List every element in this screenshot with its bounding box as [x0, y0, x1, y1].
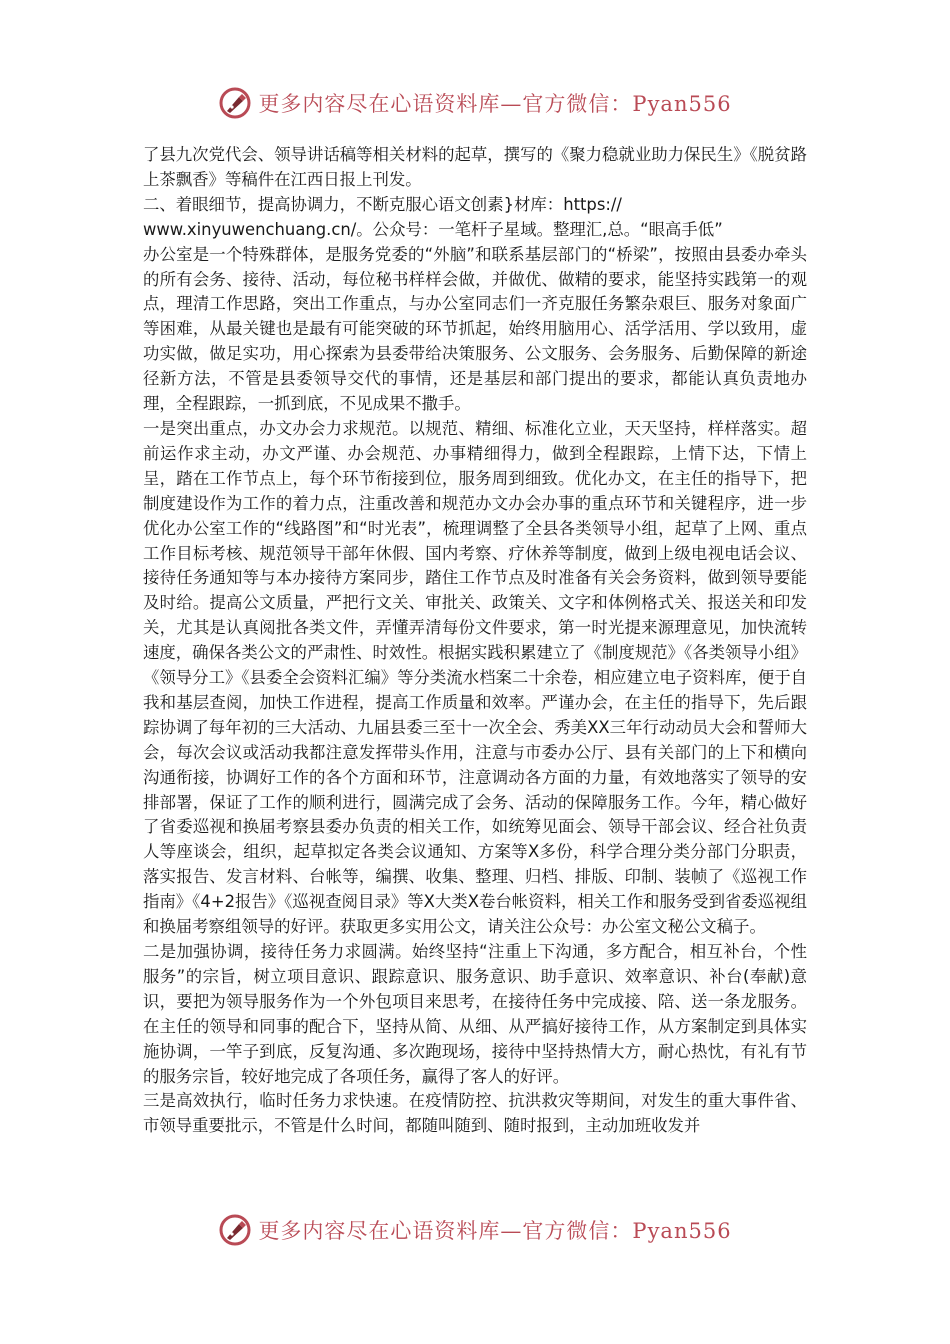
header-banner — [0, 83, 950, 123]
pen-nib-logo-icon — [218, 86, 252, 120]
document-body — [143, 143, 807, 1189]
paragraph: 二是加强协调，接待任务力求圆满。始终坚持“注重上下沟通，多方配合，相互补台，个性服务”的宗旨，树立项目意识、跟踪意识、服务意识、助手意识、效率意识、补台(奉献)意识，要把为领导服务作为一个外包项目来思考，在接待任务中完成接、陪、送一条龙服务。在主任的领导和同事的配合下，坚持从简、从细、从严搞好接待工作，从方案制定到具体实施协调，一竿子到底，反复沟通、多次跑现场，接待中坚持热情大方，耐心热忱，有礼有节的服务宗旨，较好地完成了各项任务，赢得了客人的好评。 — [143, 942, 807, 1086]
paragraph: 办公室是一个特殊群体，是服务党委的“外脑”和联系基层部门的“桥梁”，按照由县委办牵头的所有会务、接待、活动，每位秘书样样会做，并做优、做精的要求，能坚持实践第一的观点，理清工作思路，突出工作重点，与办公室同志们一齐克服任务繁杂艰巨、服务对象面广等困难，从最关键也是最有可能突破的环节抓起，始终用脑用心、活学活用、学以致用，虚功实做，做足实功，用心探索为县委带给决策服务、公文服务、会务服务、后勤保障的新途径新方法，不管是县委领导交代的事情，还是基层和部门提出的要求，都能认真负责地办理，全程跟踪，一抓到底，不见成果不撒手。 — [143, 244, 807, 414]
paragraph: 了县九次党代会、领导讲话稿等相关材料的起草，撰写的《聚力稳就业助力保民生》《脱贫路上茶飘香》等稿件在江西日报上刊发。 — [143, 145, 807, 189]
pen-nib-logo-icon — [218, 1213, 252, 1247]
paragraph: 三是高效执行，临时任务力求快速。在疫情防控、抗洪救灾等期间，对发生的重大事件省、市领导重要批示，不管是什么时间，都随叫随到、随时报到，主动加班收发并 — [143, 1091, 807, 1136]
footer-banner — [0, 1210, 950, 1250]
paragraph: 二、着眼细节，提高协调力，不断克服心语文创素}材库：https:// www.xinyuwenchuang.cn/。公众号：一笔杆子星域。整理汇,总。“眼高手低” — [143, 194, 723, 239]
paragraph: 一是突出重点，办文办会力求规范。以规范、精细、标准化立业，天天坚持，样样落实。超前运作求主动，办文严谨、办会规范、办事精细得力，做到全程跟踪，上情下达，下情上呈，踏在工作节点上，每个环节衔接到位，服务周到细致。优化办文，在主任的指导下，把制度建设作为工作的着力点，注重改善和规范办文办会办事的重点环节和关键程序，进一步优化办公室工作的“线路图”和“时光表”，梳理调整了全县各类领导小组，起草了上网、重点工作目标考核、规范领导干部年休假、国内考察、疗休养等制度，做到上级电视电话会议、接待任务通知等与本办接待方案同步，踏住工作节点及时准备有关会务资料，做到领导要能及时给。提高公文质量，严把行文关、审批关、政策关、文字和体例格式关、报送关和印发关，尤其是认真阅批各类文件，弄懂弄清每份文件要求，第一时光提来源理意见，加快流转速度，确保各类公文的严肃性、时效性。根据实践积累建立了《制度规范》《各类领导小组》《领导分工》《县委全会资料汇编》等分类流水档案二十余卷，相应建立电子资料库，便于自我和基层查阅，加快工作进程，提高工作质量和效率。严谨办会，在主任的指导下，先后跟踪协调了每年初的三大活动、九届县委三至十一次全会、秀美XX三年行动动员大会和誓师大会，每次会议或活动我都注意发挥带头作用，注意与市委办公厅、县有关部门的上下和横向沟通衔接，协调好工作的各个方面和环节，注意调动各方面的力量，有效地落实了领导的安排部署，保证了工作的顺利进行，圆满完成了会务、活动的保障服务工作。今年，精心做好了省委巡视和换届考察县委办负责的相关工作，如统筹见面会、领导干部会议、经合社负责人等座谈会，组织，起草拟定各类会议通知、方案等X多份，科学合理分类分部门分职责，落实报告、发言材料、台帐等，编撰、收集、整理、归档、排版、印制、装帧了《巡视工作指南》《4+2报告》《巡视查阅目录》等X大类X卷台帐资料，相关工作和服务受到省委巡视组和换届考察组领导的好评。获取更多实用公文，请关注公众号：办公室文秘公文稿子。 — [143, 418, 807, 937]
header-banner-text: 更多内容尽在心语资料库—官方微信：Pyan556 — [258, 92, 732, 116]
footer-banner-text: 更多内容尽在心语资料库—官方微信：Pyan556 — [258, 1219, 732, 1243]
